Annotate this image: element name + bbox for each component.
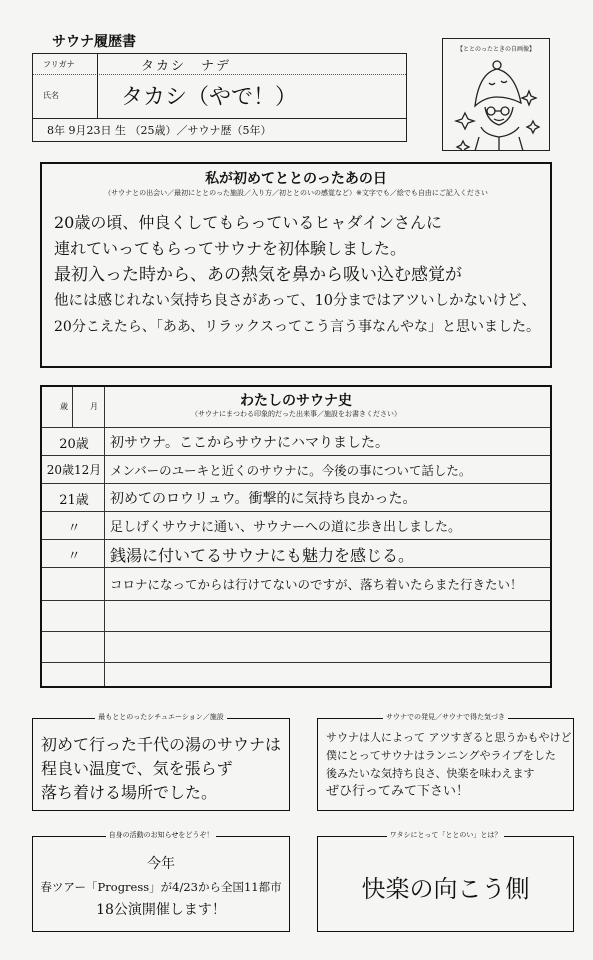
history-age: 〃	[67, 521, 81, 536]
best-situation-section	[32, 713, 290, 811]
history-age: 20歳	[59, 437, 89, 452]
birth-line: 8年 9月23日 生 （25歳）／サウナ歴（5年）	[47, 124, 272, 137]
first-day-line: 連れていってもらってサウナを初体験しました。	[54, 239, 407, 258]
furigana-label: フリガナ	[43, 60, 75, 69]
sauna-history-section	[40, 385, 552, 688]
name-value: タカシ（やで！）	[121, 85, 298, 110]
first-day-line: 20分こえたら、「ああ、リラックスってこう言う事なんやな」と思いました。	[54, 319, 540, 335]
history-title: わたしのサウナ史	[240, 393, 352, 409]
age-column-header: 歳	[60, 402, 68, 411]
history-age: 〃	[67, 549, 81, 564]
situation-line: 落ち着ける場所でした。	[41, 783, 218, 802]
self-portrait-drawing	[445, 51, 549, 151]
history-subtitle: （サウナにまつわる印象的だった出来事／施設をお書きください）	[191, 410, 401, 418]
discovery-line: 僕にとってサウナはランニングやライブをした	[326, 749, 556, 762]
discovery-line: 後みたいな気持ち良さ、快楽を味わえます	[326, 767, 535, 780]
history-event: メンバーのユーキと近くのサウナに。今後の事について話した。	[110, 463, 472, 478]
first-day-line: 他には感じれない気持ち良さがあって、10分まではアツいしかないけど、	[54, 293, 537, 309]
situation-line: 程良い温度で、気を張らず	[41, 759, 233, 778]
first-totonoi-title: 私が初めてととのったあの日	[205, 171, 387, 187]
discovery-line: ぜひ行ってみて下さい！	[326, 784, 470, 799]
activity-title: 自身の活動のお知らせをどうぞ！	[106, 831, 217, 839]
activity-line: 今年	[147, 856, 175, 872]
sheet-title: サウナ履歴書	[52, 34, 136, 50]
history-event: 銭湯に付いてるサウナにも魅力を感じる。	[110, 546, 415, 565]
furigana-value: タカシ ナデ	[141, 59, 232, 74]
first-totonoi-subtitle: （サウナとの出会い／最初にととのった施設／入り方／初ととのいの感覚など）※文字でも／絵でも自由にご記入ください	[104, 189, 488, 197]
history-event: コロナになってからは行けてないのですが、落ち着いたらまた行きたい！	[110, 577, 523, 592]
history-event: 足しげくサウナに通い、サウナーへの道に歩き出しました。	[110, 520, 462, 535]
first-totonoi-section	[40, 162, 552, 368]
month-column-header: 月	[90, 402, 98, 411]
discovery-title: サウナでの発見／サウナで得た気づき	[383, 713, 508, 721]
discovery-line: サウナは人によって アツすぎると思うかもやけど	[326, 731, 572, 744]
portrait-caption: 【ととのったときの自画像】	[457, 46, 535, 53]
history-age: 21歳	[59, 493, 89, 508]
totonoi-answer: 快楽の向こう側	[361, 875, 530, 903]
first-day-line: 20歳の頃、仲良くしてもらっているヒャダインさんに	[54, 213, 443, 232]
self-portrait-frame	[442, 38, 550, 151]
history-event: 初サウナ。ここからサウナにハマりました。	[110, 435, 390, 451]
situation-line: 初めて行った千代の湯のサウナは	[41, 735, 282, 754]
activity-line: 春ツアー「Progress」が4/23から全国11都市	[40, 880, 282, 894]
first-day-line: 最初入った時から、あの熱気を鼻から吸い込む感覚が	[54, 265, 462, 285]
totonoi-title: ワタシにとって「ととのい」とは？	[387, 831, 505, 839]
totonoi-meaning-section	[317, 831, 574, 932]
activity-section	[32, 831, 290, 932]
profile-block	[32, 53, 407, 142]
history-event: 初めてのロウリュウ。衝撃的に気持ち良かった。	[110, 491, 417, 507]
sauna-discovery-section	[317, 713, 574, 811]
activity-line: 18公演開催します！	[96, 902, 226, 918]
history-age: 20歳12月	[46, 463, 102, 477]
best-situation-title: 最もととのったシチュエーション／施設	[95, 713, 226, 721]
name-label: 氏名	[43, 91, 59, 100]
